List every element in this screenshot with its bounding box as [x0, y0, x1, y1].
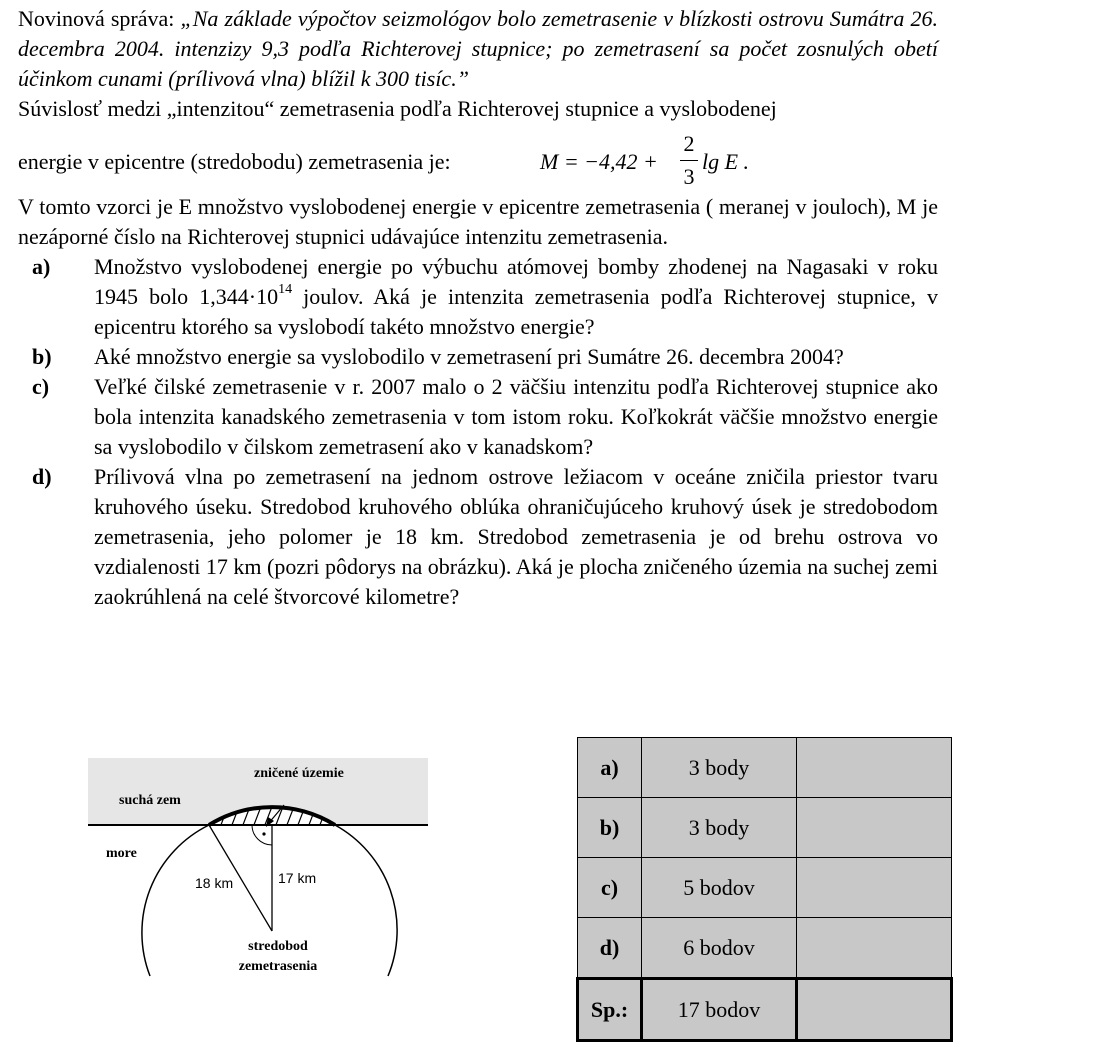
- points-cell: 3 body: [642, 738, 797, 798]
- exponent: 14: [278, 281, 293, 297]
- task-text-part: joulov. Aká je intenzita zemetrasenia podľa Richterovej stupnice, v epicentru ktorého sa vyslobodí takéto množstvo energie?: [94, 284, 938, 339]
- fraction-bar: [680, 160, 698, 161]
- radius-label: 18 km: [195, 875, 234, 891]
- right-angle-mark: [252, 825, 272, 845]
- earthquake-diagram: [88, 758, 428, 983]
- sea-label: more: [106, 846, 137, 861]
- part-cell: b): [578, 798, 642, 858]
- task-text: [94, 252, 938, 342]
- task-label: c): [32, 374, 50, 399]
- formula-fraction: [680, 130, 698, 191]
- table-row: [578, 738, 952, 798]
- task-label: a): [32, 254, 51, 279]
- circle-arc-right: [335, 825, 397, 976]
- score-cell: [797, 918, 952, 979]
- right-angle-dot: [262, 832, 265, 835]
- task-text-part: Množstvo vyslobodenej energie po výbuchu atómovej bomby zhodenej na Nagasaki v roku 1945 bolo 1,344·10: [94, 254, 938, 309]
- formula-lead: energie v epicentre (stredobodu) zemetrasenia je:: [18, 149, 451, 174]
- points-cell: 5 bodov: [642, 858, 797, 918]
- table-row: [578, 798, 952, 858]
- task-label: d): [32, 464, 52, 489]
- fraction-denominator: 3: [683, 164, 695, 189]
- task-text: Aké množstvo energie sa vyslobodilo v zemetrasení pri Sumátre 26. decembra 2004?: [94, 344, 844, 369]
- news-quote: „Na základe výpočtov seizmológov bolo zemetrasenie v blízkosti ostrovu Sumátra 26. decembra 2004. intenzizy 9,3 podľa Richterovej stupnice; po zemetrasení sa počet zosnulých obetí účinkom cunami (prílivová vlna) blížil k 300 tisíc.”: [18, 6, 938, 91]
- score-cell: [797, 738, 952, 798]
- points-cell: 3 body: [642, 798, 797, 858]
- task-b: [18, 342, 938, 372]
- score-cell: [797, 858, 952, 918]
- task-d: [18, 462, 938, 612]
- part-cell: c): [578, 858, 642, 918]
- center-label-1: stredobod: [248, 939, 308, 954]
- table-row: [578, 858, 952, 918]
- explanation: V tomto vzorci je E množstvo vyslobodenej energie v epicentre zemetrasenia ( meranej v jouloch), M je nezáporné číslo na Richterovej stupnici udávajúce intenzitu zemetrasenia.: [18, 194, 938, 249]
- dry-land-label: suchá zem: [119, 793, 181, 808]
- problem-text: [18, 4, 938, 612]
- formula-line: [18, 130, 938, 192]
- total-row: [578, 979, 952, 1041]
- fraction-numerator: 2: [683, 131, 695, 156]
- task-text: Prílivová vlna po zemetrasení na jednom ostrove ležiacom v oceáne zničila priestor tvaru kruhového úseku. Stredobod kruhového oblúka ohraničujúceho kruhový úsek je stredobodom zemetrasenia, jeho polomer je 18 km. Stredobod zemetrasenia je od brehu ostrova vo vzdialenosti 17 km (pozri pôdorys na obrázku). Aká je plocha zničeného územia na suchej zemi zaokrúhlená na celé štvorcové kilometre?: [94, 464, 938, 609]
- points-cell: 17 bodov: [642, 979, 797, 1041]
- center-label-2: zemetrasenia: [238, 959, 318, 974]
- part-cell: Sp.:: [578, 979, 642, 1041]
- formula-right: lg E .: [702, 149, 750, 174]
- points-cell: 6 bodov: [642, 918, 797, 979]
- score-table: [576, 737, 953, 1042]
- formula-left: M = −4,42 +: [540, 149, 658, 174]
- score-cell: [797, 979, 952, 1041]
- circle-arc-left: [142, 825, 209, 976]
- news-lead: Novinová správa:: [18, 6, 181, 31]
- part-cell: a): [578, 738, 642, 798]
- task-c: [18, 372, 938, 462]
- table-row: [578, 918, 952, 979]
- task-a: [18, 252, 938, 342]
- relation-text: Súvislosť medzi „intenzitou“ zemetrasenia podľa Richterovej stupnice a vyslobodenej: [18, 96, 777, 121]
- part-cell: d): [578, 918, 642, 979]
- score-cell: [797, 798, 952, 858]
- news-paragraph: [18, 4, 938, 94]
- task-text: Veľké čilské zemetrasenie v r. 2007 malo o 2 väčšiu intenzitu podľa Richterovej stupnice ako bola intenzita kanadského zemetrasenia v tom istom roku. Koľkokrát väčšie množstvo energie sa vyslobodilo v čilskom zemetrasení ako v kanadskom?: [94, 374, 938, 459]
- task-label: b): [32, 344, 52, 369]
- distance-label: 17 km: [278, 870, 317, 886]
- destroyed-area-label: zničené územie: [254, 766, 344, 781]
